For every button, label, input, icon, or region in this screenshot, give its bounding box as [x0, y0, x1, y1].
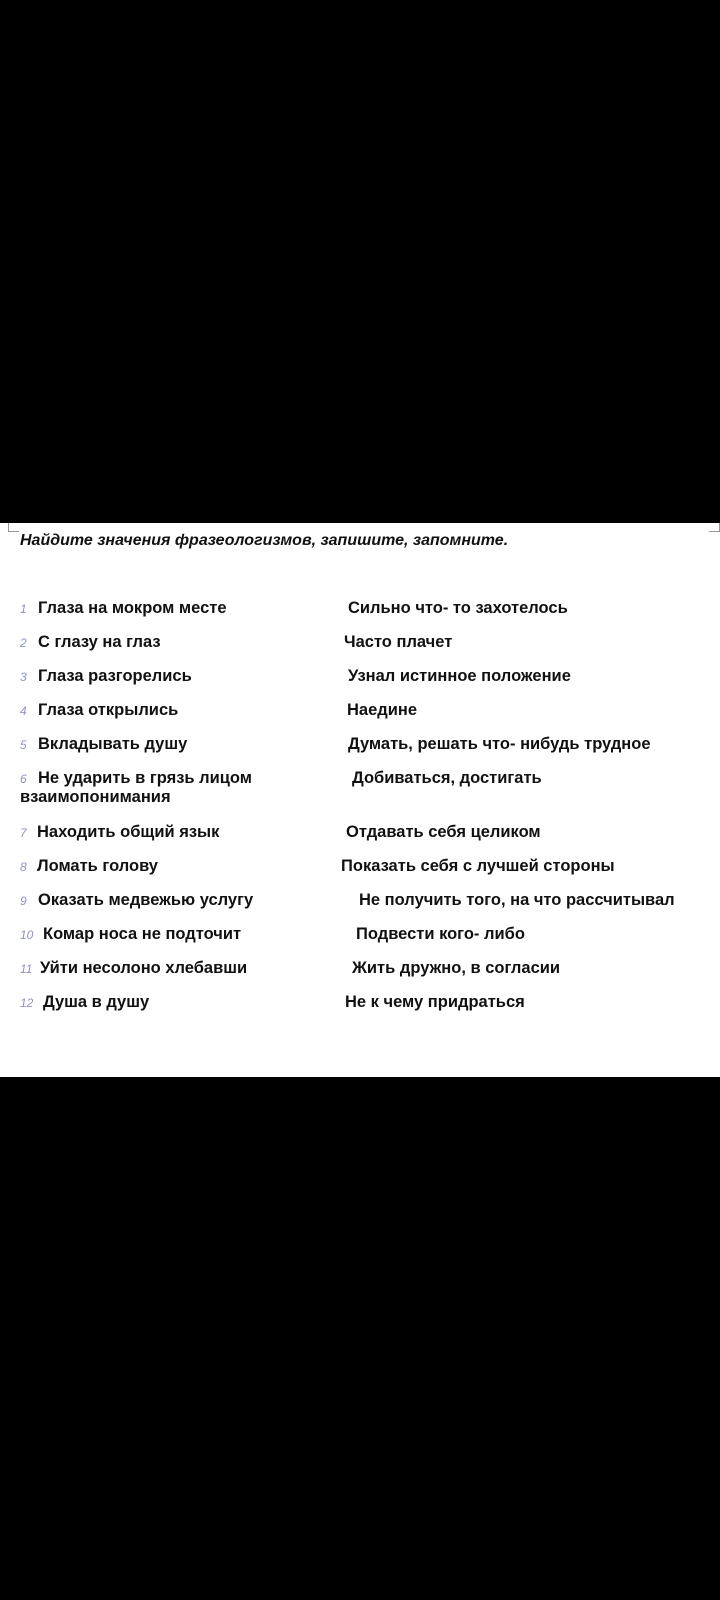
- item-number: 9: [20, 894, 27, 908]
- phrase: Глаза открылись: [38, 701, 179, 719]
- list-item: [0, 891, 720, 915]
- phrase-continuation: взаимопонимания: [20, 788, 171, 806]
- phrase: Вкладывать душу: [38, 735, 188, 753]
- item-number: 7: [20, 826, 27, 840]
- phrase: Находить общий язык: [37, 823, 220, 841]
- phrase: Глаза разгорелись: [38, 667, 192, 685]
- list-item: [0, 769, 720, 813]
- list-item: [0, 633, 720, 657]
- phrase: Комар носа не подточит: [43, 925, 242, 943]
- crop-mark-top-right: [709, 523, 720, 532]
- item-number: 5: [20, 738, 27, 752]
- meaning: Думать, решать что- нибудь трудное: [348, 735, 651, 753]
- top-black-area: [0, 0, 720, 523]
- meaning: Показать себя с лучшей стороны: [341, 857, 615, 875]
- meaning: Жить дружно, в согласии: [352, 959, 561, 977]
- phrase: Глаза на мокром месте: [38, 599, 227, 617]
- list-item: [0, 667, 720, 691]
- list-item: [0, 959, 720, 983]
- phrase: Уйти несолоно хлебавши: [40, 959, 248, 977]
- item-number: 8: [20, 860, 27, 874]
- meaning: Не получить того, на что рассчитывал: [359, 891, 675, 909]
- meaning: Отдавать себя целиком: [346, 823, 541, 841]
- meaning: Добиваться, достигать: [352, 769, 542, 787]
- list-item: [0, 925, 720, 949]
- phrase: Оказать медвежью услугу: [38, 891, 254, 909]
- meaning: Не к чему придраться: [345, 993, 525, 1011]
- list-item: [0, 735, 720, 759]
- meaning: Сильно что- то захотелось: [348, 599, 568, 617]
- item-number: 4: [20, 704, 27, 718]
- item-number: 10: [20, 928, 34, 942]
- item-number: 3: [20, 670, 27, 684]
- item-number: 12: [20, 996, 34, 1010]
- meaning: Часто плачет: [344, 633, 453, 651]
- phrase: Душа в душу: [43, 993, 150, 1011]
- meaning: Наедине: [347, 701, 418, 719]
- phrase: Не ударить в грязь лицом: [38, 769, 252, 787]
- list-item: [0, 993, 720, 1017]
- item-number: 2: [20, 636, 27, 650]
- list-item: [0, 857, 720, 881]
- task-heading: Найдите значения фразеологизмов, запишите, запомните.: [20, 532, 509, 549]
- item-number: 11: [20, 962, 33, 976]
- meaning: Узнал истинное положение: [348, 667, 571, 685]
- list-item: [0, 701, 720, 725]
- list-item: [0, 823, 720, 847]
- item-number: 1: [20, 602, 27, 616]
- phrase: С глазу на глаз: [38, 633, 161, 651]
- list-item: [0, 599, 720, 623]
- meaning: Подвести кого- либо: [356, 925, 525, 943]
- document-page: [0, 523, 720, 1077]
- item-number: 6: [20, 772, 27, 786]
- phrase: Ломать голову: [37, 857, 158, 875]
- crop-mark-top-left: [8, 523, 19, 532]
- bottom-black-area: [0, 1077, 720, 1600]
